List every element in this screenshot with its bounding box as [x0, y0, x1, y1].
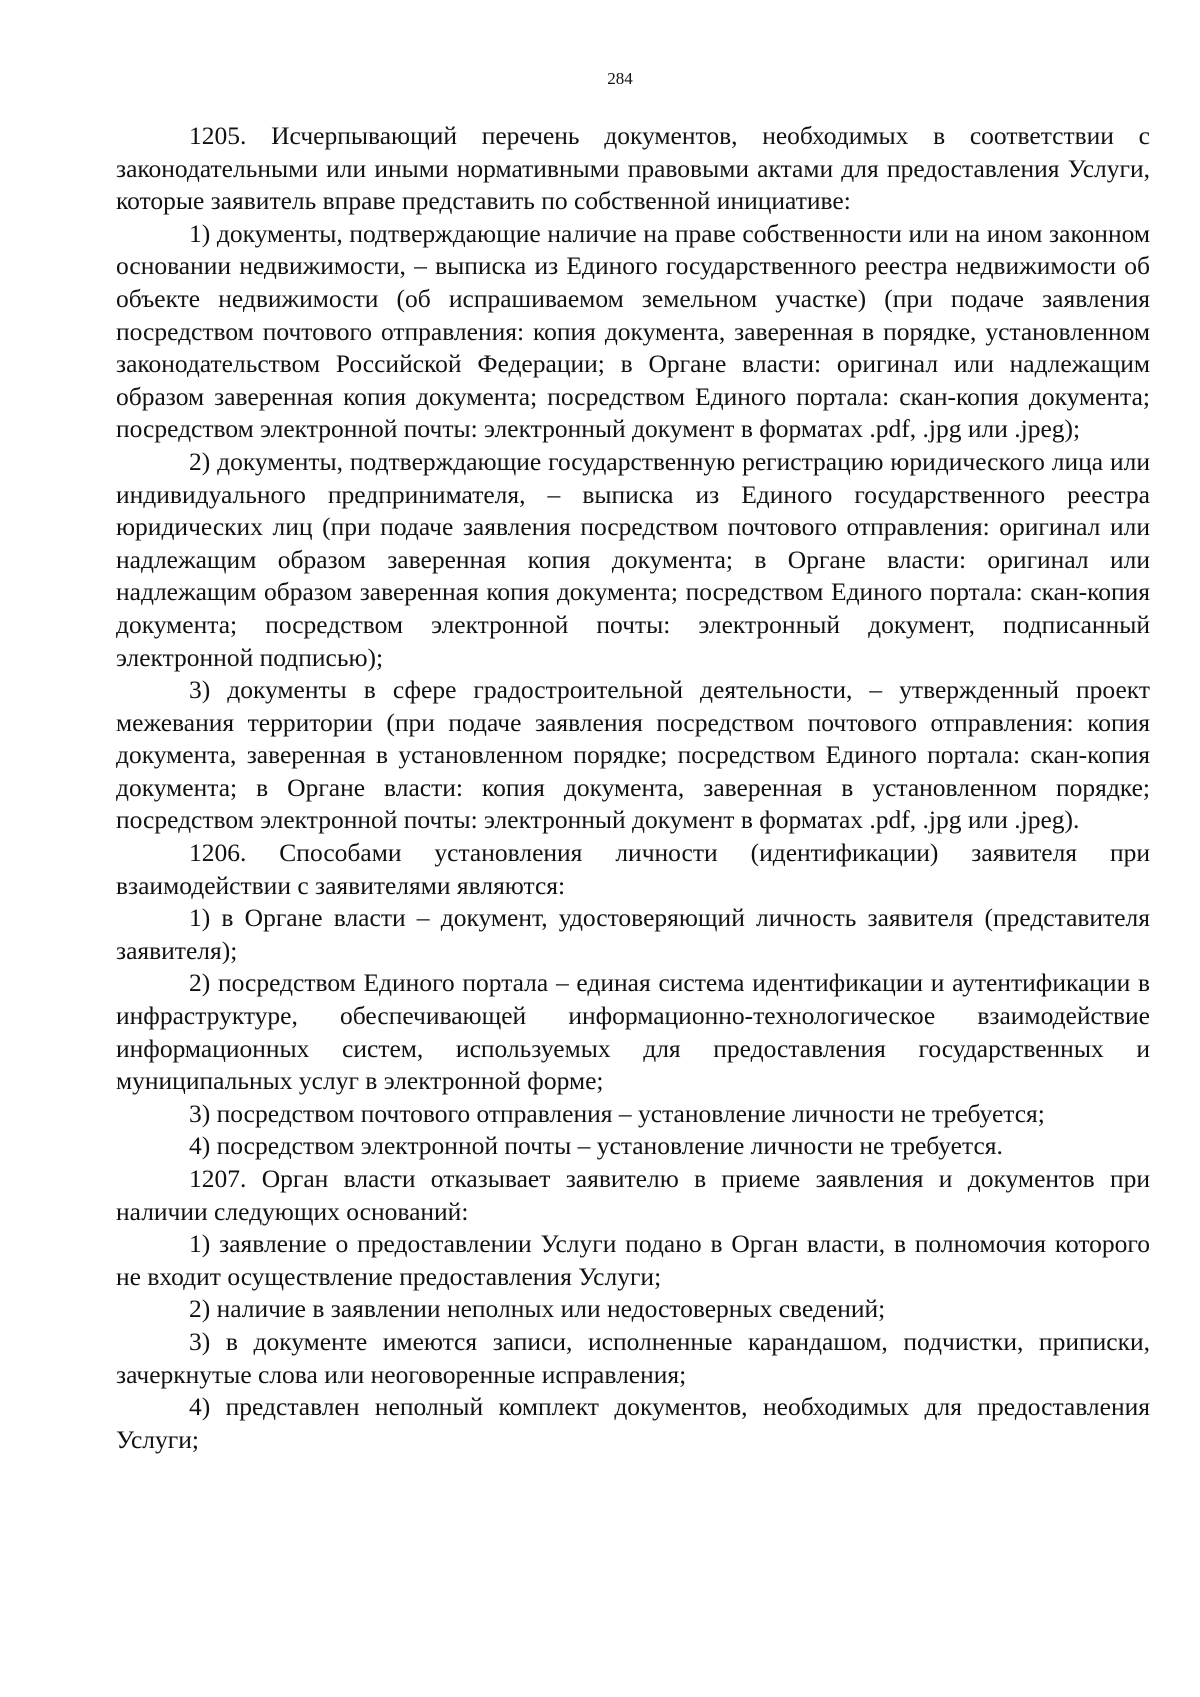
- page-number: 284: [607, 69, 633, 88]
- document-body: [116, 120, 1150, 1456]
- paragraph-1207-intro: 1207. Орган власти отказывает заявителю в приеме заявления и документов при наличии следующих оснований:: [116, 1164, 1150, 1226]
- paragraph-1206-intro: 1206. Способами установления личности (идентификации) заявителя при взаимодействии с заявителями являются:: [116, 838, 1150, 900]
- paragraph-1205-intro: 1205. Исчерпывающий перечень документов, необходимых в соответствии с законодательными или иными нормативными правовыми актами для предоставления Услуги, которые заявитель вправе представить по собственной инициативе:: [116, 121, 1150, 216]
- paragraph-1206-item-3: 3) посредством почтового отправления – установление личности не требуется;: [189, 1098, 1045, 1128]
- paragraph-1207-item-1: 1) заявление о предоставлении Услуги подано в Орган власти, в полномочия которого не входит осуществление предоставления Услуги;: [116, 1229, 1150, 1291]
- paragraph-1207-item-2: 2) наличие в заявлении неполных или недостоверных сведений;: [189, 1294, 886, 1324]
- paragraph-1205-item-1: 1) документы, подтверждающие наличие на праве собственности или на ином законном основании недвижимости, – выписка из Единого государственного реестра недвижимости об объекте недвижимости (об испрашиваемом земельном участке) (при подаче заявления посредством почтового отправления: копия документа, заверенная в порядке, установленном законодательством Российской Федерации; в Органе власти: оригинал или надлежащим образом заверенная копия документа; посредством Единого портала: скан-копия документа; посредством электронной почты: электронный документ в форматах .pdf, .jpg или .jpeg);: [116, 218, 1150, 444]
- paragraph-1207-item-3: 3) в документе имеются записи, исполненные карандашом, подчистки, приписки, зачеркнутые слова или неоговоренные исправления;: [116, 1326, 1150, 1389]
- paragraph-1205-item-2: 2) документы, подтверждающие государственную регистрацию юридического лица или индивидуального предпринимателя, – выписка из Единого государственного реестра юридических лиц (при подаче заявления посредством почтового отправления: оригинал или надлежащим образом заверенная копия документа; в Органе власти: оригинал или надлежащим образом заверенная копия документа; посредством Единого портала: скан-копия документа; посредством электронной почты: электронный документ, подписанный электронной подписью);: [116, 446, 1150, 672]
- paragraph-1207-item-4: 4) представлен неполный комплект документов, необходимых для предоставления Услуги;: [116, 1392, 1150, 1454]
- paragraph-1205-item-3: 3) документы в сфере градостроительной деятельности, – утвержденный проект межевания территории (при подаче заявления посредством почтового отправления: копия документа, заверенная в установленном порядке; посредством Единого портала: скан-копия документа; в Органе власти: копия документа, заверенная в установленном порядке; посредством электронной почты: электронный документ в форматах .pdf, .jpg или .jpeg).: [116, 675, 1150, 835]
- paragraph-1206-item-2: 2) посредством Единого портала – единая система идентификации и аутентификации в инфраструктуре, обеспечивающей информационно-технологическое взаимодействие информационных систем, используемых для предоставления государственных и муниципальных услуг в электронной форме;: [116, 968, 1150, 1096]
- paragraph-1206-item-1: 1) в Органе власти – документ, удостоверяющий личность заявителя (представителя заявителя);: [116, 903, 1150, 965]
- paragraph-1206-item-4: 4) посредством электронной почты – установление личности не требуется.: [189, 1131, 1003, 1161]
